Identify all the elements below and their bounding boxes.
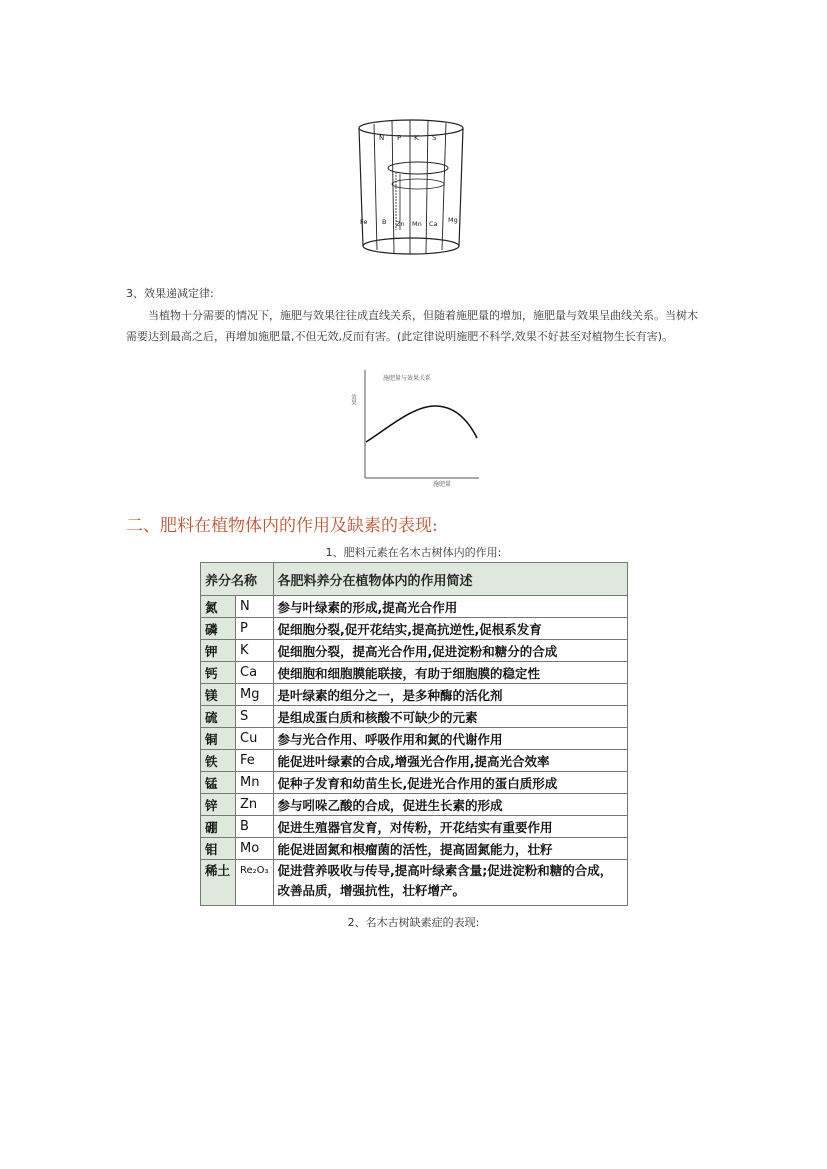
table-row: [201, 596, 628, 618]
nutrient-description: 参与叶绿素的形成,提高光合作用: [273, 596, 627, 618]
table-row: [201, 794, 628, 816]
barrel-label-n: N: [379, 134, 385, 142]
nutrient-description: 是组成蛋白质和核酸不可缺少的元素: [273, 706, 627, 728]
nutrient-description: 促细胞分裂，提高光合作用,促进淀粉和糖分的合成: [273, 640, 627, 662]
nutrient-name: 氮: [201, 596, 236, 618]
chart-curve: [366, 406, 477, 442]
nutrient-symbol: Mo: [236, 838, 274, 860]
table-row: [201, 772, 628, 794]
nutrient-symbol: B: [236, 816, 274, 838]
chart-ylabel: 效果: [350, 394, 356, 405]
section3-heading: 3、效果递减定律:: [126, 287, 214, 300]
nutrient-name: 稀土: [201, 860, 236, 906]
nutrient-symbol: Fe: [236, 750, 274, 772]
table-row: [201, 706, 628, 728]
nutrient-symbol: Re₂O₃: [236, 860, 274, 906]
table-row: [201, 684, 628, 706]
nutrient-description: 能促进固氮和根瘤菌的活性，提高固氮能力，壮籽: [273, 838, 627, 860]
nutrient-description: 促进生殖器官发育，对传粉，开花结实有重要作用: [273, 816, 627, 838]
barrel-label-ca: Ca: [429, 220, 438, 228]
nutrient-description: 促种子发育和幼苗生长,促进光合作用的蛋白质形成: [273, 772, 627, 794]
nutrient-description: 促进营养吸收与传导,提高叶绿素含量;促进淀粉和糖的合成，改善品质，增强抗性，壮籽增产。: [273, 860, 627, 906]
nutrient-symbol: Ca: [236, 662, 274, 684]
section2-heading: 二、肥料在植物体内的作用及缺素的表现:: [126, 516, 438, 536]
barrel-label-mn: Mn: [412, 220, 422, 228]
nutrient-name: 铜: [201, 728, 236, 750]
barrel-label-b: B: [382, 218, 387, 226]
table-row: [201, 816, 628, 838]
nutrient-description: 是叶绿素的组分之一，是多种酶的活化剂: [273, 684, 627, 706]
nutrient-symbol: Zn: [236, 794, 274, 816]
nutrient-barrel-figure: [352, 110, 470, 258]
nutrient-name: 钼: [201, 838, 236, 860]
barrel-label-s: S: [432, 134, 437, 142]
barrel-label-fe: Fe: [360, 218, 368, 226]
table-row: [201, 750, 628, 772]
nutrient-name: 镁: [201, 684, 236, 706]
table-row: [201, 640, 628, 662]
nutrient-name: 铁: [201, 750, 236, 772]
barrel-label-zn: Zn: [396, 220, 405, 228]
table-row: [201, 662, 628, 684]
nutrient-symbol: K: [236, 640, 274, 662]
nutrient-description: 使细胞和细胞膜能联接，有助于细胞膜的稳定性: [273, 662, 627, 684]
table-row: [201, 618, 628, 640]
nutrient-description: 参与吲哚乙酸的合成，促进生长素的形成: [273, 794, 627, 816]
section-caption-2: 2、名木古树缺素症的表现:: [347, 916, 480, 929]
nutrient-symbol: Mg: [236, 684, 274, 706]
nutrient-description: 能促进叶绿素的合成,增强光合作用,提高光合效率: [273, 750, 627, 772]
chart-xlabel: 施肥量: [433, 481, 452, 488]
nutrient-name: 钙: [201, 662, 236, 684]
nutrient-symbol: P: [236, 618, 274, 640]
header-nutrient-name: 养分名称: [201, 563, 274, 596]
nutrient-symbol: Mn: [236, 772, 274, 794]
nutrient-symbol: S: [236, 706, 274, 728]
barrel-label-p: P: [397, 134, 402, 142]
diminishing-returns-chart: [343, 366, 483, 490]
nutrient-symbol: N: [236, 596, 274, 618]
nutrient-table: [200, 562, 628, 906]
nutrient-name: 锌: [201, 794, 236, 816]
header-nutrient-description: 各肥料养分在植物体内的作用简述: [273, 563, 627, 596]
table-row: [201, 860, 628, 906]
section3-paragraph: 当植物十分需要的情况下，施肥与效果往往成直线关系，但随着施肥量的增加，施肥量与效果呈曲线关系。当树木需要达到最高之后，再增加施肥量,不但无效,反而有害。(此定律说明施肥不科学,效果不好甚至对植物生长有害)。: [126, 309, 698, 343]
nutrient-description: 参与光合作用、呼吸作用和氮的代谢作用: [273, 728, 627, 750]
nutrient-name: 锰: [201, 772, 236, 794]
nutrient-name: 磷: [201, 618, 236, 640]
nutrient-name: 硫: [201, 706, 236, 728]
nutrient-name: 钾: [201, 640, 236, 662]
barrel-label-k: K: [414, 134, 419, 142]
table-caption: 1、肥料元素在名木古树体内的作用:: [325, 546, 502, 559]
nutrient-symbol: Cu: [236, 728, 274, 750]
chart-title: 施肥量与效果关系: [383, 375, 432, 382]
barrel-label-mg: Mg: [448, 216, 458, 224]
nutrient-description: 促细胞分裂,促开花结实,提高抗逆性,促根系发育: [273, 618, 627, 640]
table-row: [201, 838, 628, 860]
nutrient-name: 硼: [201, 816, 236, 838]
table-row: [201, 728, 628, 750]
